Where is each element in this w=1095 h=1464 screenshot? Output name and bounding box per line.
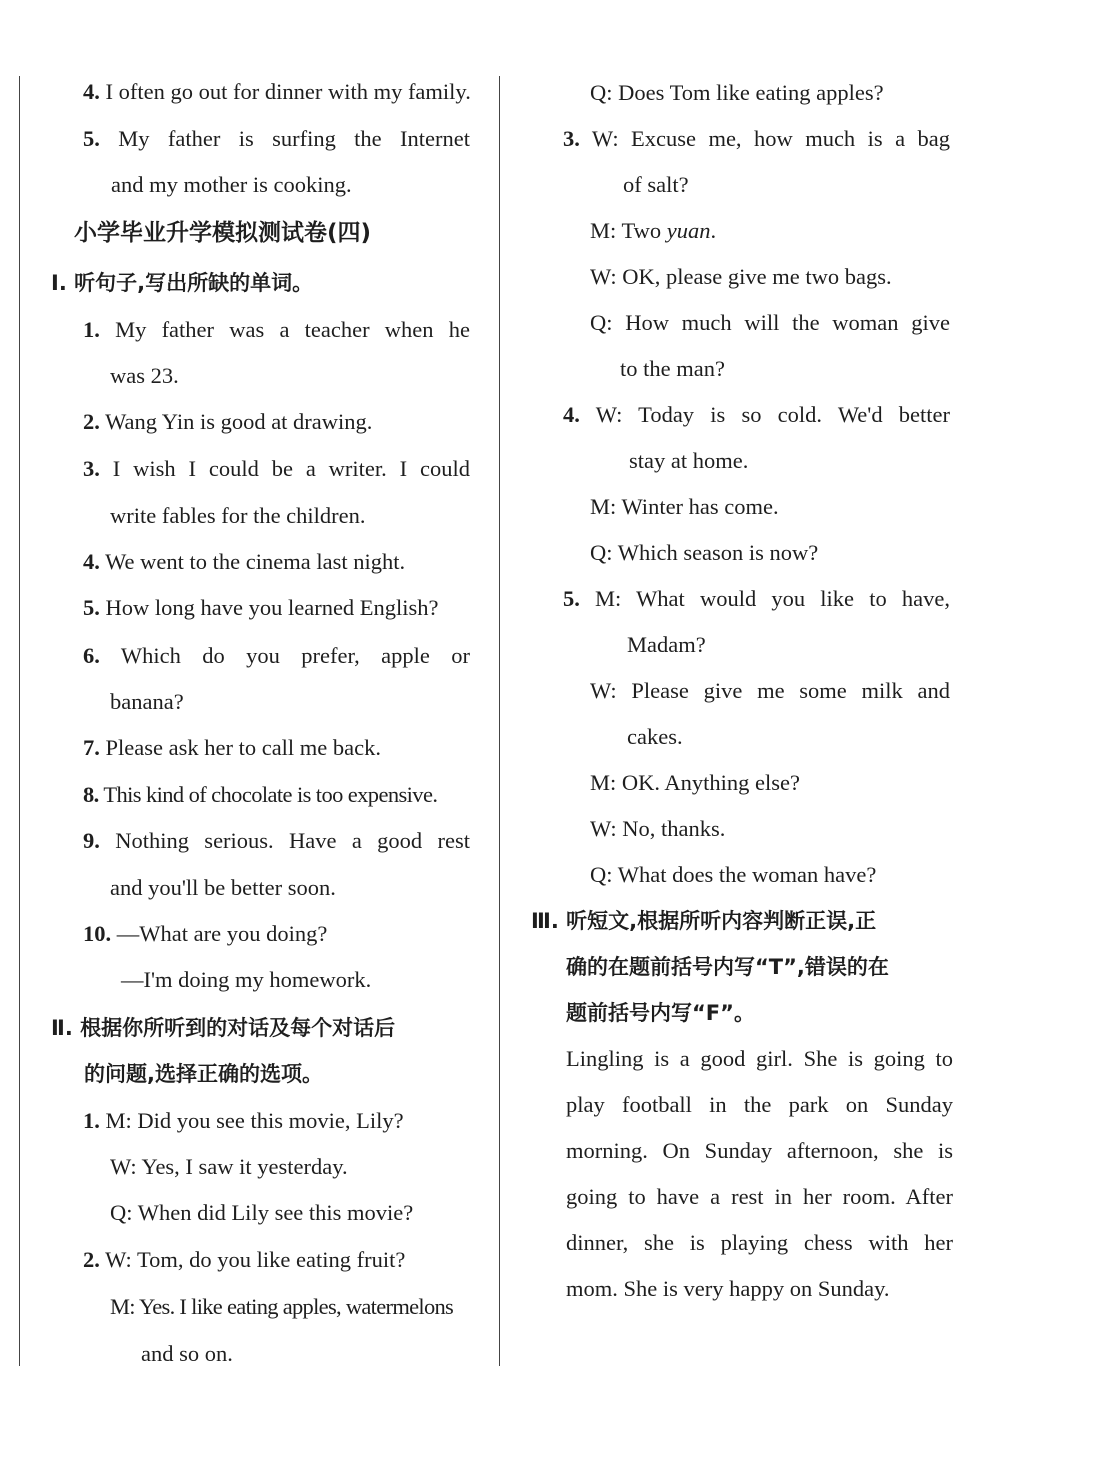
s2-item-5-cont: Madam?	[627, 632, 706, 657]
s2-item-5-w-cont: cakes.	[627, 724, 683, 749]
s2-item-5-w2: W: No, thanks.	[590, 816, 726, 841]
test-title: 小学毕业升学模拟测试卷(四)	[74, 220, 372, 246]
section3-heading-1: Ⅲ. 听短文,根据所听内容判断正误,正	[531, 909, 877, 933]
s1-item-10-cont: —I'm doing my homework.	[121, 967, 372, 992]
s1-item-7: 7. Please ask her to call me back.	[83, 735, 382, 760]
s1-item-5: 5. How long have you learned English?	[83, 595, 439, 620]
s1-item-9: 9. Nothing serious. Have a good rest	[83, 828, 470, 853]
section3-heading-2: 确的在题前括号内写“T”,错误的在	[566, 955, 889, 979]
s2-item-2: 2. W: Tom, do you like eating fruit?	[83, 1247, 406, 1272]
section3-heading-3: 题前括号内写“F”。	[566, 1001, 755, 1025]
section2-heading-1: Ⅱ. 根据你所听到的对话及每个对话后	[51, 1016, 396, 1040]
s2-item-3-m: M: Two yuan.	[590, 218, 717, 243]
section2-heading-2: 的问题,选择正确的选项。	[84, 1062, 323, 1086]
s2-item-1-q: Q: When did Lily see this movie?	[110, 1200, 414, 1225]
s2-item-2-q: Q: Does Tom like eating apples?	[590, 80, 884, 105]
s2-item-5-q: Q: What does the woman have?	[590, 862, 877, 887]
s2-item-4-m: M: Winter has come.	[590, 494, 779, 519]
s2-item-3: 3. W: Excuse me, how much is a bag	[563, 126, 950, 151]
prev-item-4: 4. I often go out for dinner with my family.	[83, 79, 471, 104]
s1-item-10: 10. —What are you doing?	[83, 921, 328, 946]
s2-item-5-m: M: OK. Anything else?	[590, 770, 800, 795]
passage-line-1: Lingling is a good girl. She is going to	[566, 1046, 953, 1071]
left-margin-rule	[19, 76, 20, 1366]
s2-item-2-m: M: Yes. I like eating apples, watermelons	[110, 1294, 454, 1319]
s1-item-9-cont: and you'll be better soon.	[110, 875, 336, 900]
s2-item-5: 5. M: What would you like to have,	[563, 586, 950, 611]
passage-line-3: morning. On Sunday afternoon, she is	[566, 1138, 953, 1163]
passage-line-6: mom. She is very happy on Sunday.	[566, 1276, 890, 1301]
s2-item-1: 1. M: Did you see this movie, Lily?	[83, 1108, 404, 1133]
s1-item-3: 3. I wish I could be a writer. I could	[83, 456, 470, 481]
passage-line-2: play football in the park on Sunday	[566, 1092, 953, 1117]
s2-item-4-cont: stay at home.	[629, 448, 749, 473]
s1-item-3-cont: write fables for the children.	[110, 503, 366, 528]
s2-item-4-q: Q: Which season is now?	[590, 540, 819, 565]
s2-item-2-m-cont: and so on.	[141, 1341, 233, 1366]
s2-item-3-q-cont: to the man?	[620, 356, 725, 381]
s1-item-6-cont: banana?	[110, 689, 184, 714]
column-divider	[499, 76, 500, 1366]
s2-item-4: 4. W: Today is so cold. We'd better	[563, 402, 951, 427]
s1-item-4: 4. We went to the cinema last night.	[83, 549, 406, 574]
s2-item-3-w: W: OK, please give me two bags.	[590, 264, 892, 289]
s1-item-8: 8. This kind of chocolate is too expensive.	[83, 782, 438, 807]
passage-line-4: going to have a rest in her room. After	[566, 1184, 953, 1209]
passage-line-5: dinner, she is playing chess with her	[566, 1230, 953, 1255]
s1-item-6: 6. Which do you prefer, apple or	[83, 643, 470, 668]
prev-item-5-cont: and my mother is cooking.	[111, 172, 352, 197]
s1-item-1-cont: was 23.	[110, 363, 179, 388]
s2-item-3-cont: of salt?	[623, 172, 689, 197]
s2-item-5-w: W: Please give me some milk and	[590, 678, 950, 703]
s1-item-2: 2. Wang Yin is good at drawing.	[83, 409, 373, 434]
s2-item-3-q: Q: How much will the woman give	[590, 310, 950, 335]
s2-item-1-w: W: Yes, I saw it yesterday.	[110, 1154, 348, 1179]
section1-heading: Ⅰ. 听句子,写出所缺的单词。	[51, 271, 314, 295]
prev-item-5: 5. My father is surfing the Internet	[83, 126, 471, 151]
s1-item-1: 1. My father was a teacher when he	[83, 317, 470, 342]
